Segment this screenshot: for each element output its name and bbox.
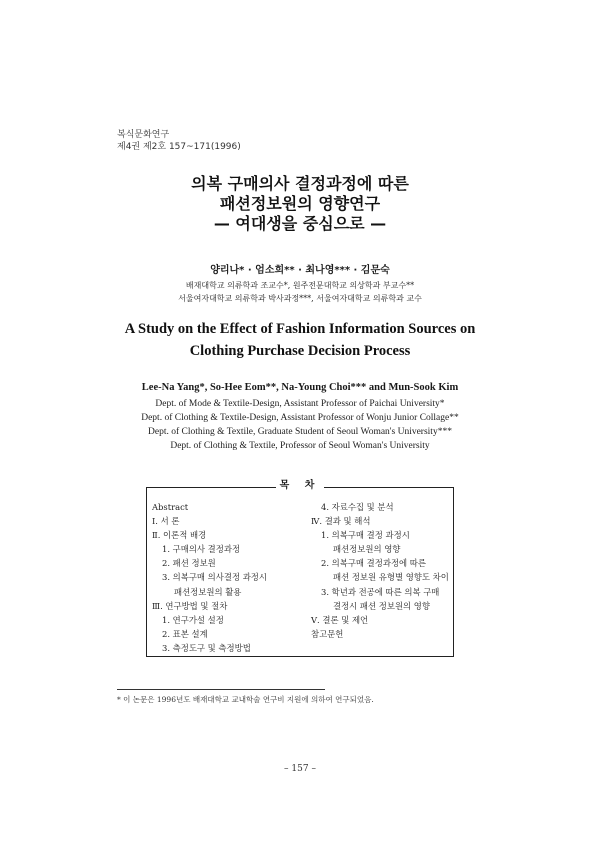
english-title: [0, 318, 600, 362]
toc-item: Ⅳ. 결과 및 해석: [311, 516, 371, 527]
journal-header: [117, 129, 241, 153]
korean-title-line1: 의복 구매의사 결정과정에 따른: [191, 174, 409, 193]
toc-item: 3. 측정도구 및 측정방법: [162, 642, 251, 653]
toc-item: 2. 표본 설계: [162, 628, 208, 639]
toc-item: 4. 자료수집 및 분석: [321, 502, 394, 512]
footnote-rule: [117, 689, 325, 690]
toc-item: 결정시 패션 정보원의 영향: [333, 600, 430, 611]
korean-affiliation-line: 서울여자대학교 의류학과 박사과정***, 서울여자대학교 의류학과 교수: [178, 294, 422, 303]
toc-item: 2. 패션 정보원: [162, 558, 216, 569]
english-authors: Lee-Na Yang*, So-Hee Eom**, Na-Young Choi*** and Mun-Sook Kim: [141, 382, 459, 393]
toc-item: 패션 정보원 유형별 영향도 차이: [333, 572, 449, 583]
english-affiliation-line: Dept. of Clothing & Textile, Graduate Student of Seoul Woman's University***: [148, 427, 452, 437]
english-affiliation-line: Dept. of Clothing & Textile, Professor of Seoul Woman's University: [170, 441, 430, 451]
toc-left-column: [152, 500, 302, 655]
toc-item: Abstract: [152, 502, 189, 512]
toc-item: 3. 학년과 전공에 따른 의복 구매: [321, 586, 440, 597]
toc-item: 패션정보원의 활용: [174, 586, 242, 597]
journal-volume: 제4권 제2호 157~171(1996): [117, 142, 241, 152]
korean-affiliation-line: 배재대학교 의류학과 조교수*, 원주전문대학교 의상학과 부교수**: [185, 281, 415, 290]
english-affiliation-line: Dept. of Mode & Textile-Design, Assistant Professor of Paichai University*: [155, 399, 445, 409]
english-title-line2: Clothing Purchase Decision Process: [189, 343, 411, 359]
english-title-line1: A Study on the Effect of Fashion Information Sources on: [124, 321, 476, 337]
toc-item: Ⅴ. 결론 및 제언: [311, 614, 369, 625]
korean-subtitle: — 여대생을 중심으로 —: [213, 214, 387, 233]
toc-item: Ⅲ. 연구방법 및 절차: [152, 600, 228, 611]
english-affiliations: [0, 397, 600, 453]
toc-item: 1. 구매의사 결정과정: [162, 544, 241, 555]
toc-item: 1. 의복구매 결정 과정시: [321, 530, 410, 541]
toc-item: 2. 의복구매 결정과정에 따른: [321, 558, 426, 569]
toc-item: 참고문헌: [311, 628, 344, 639]
toc-heading: 목 차: [276, 479, 324, 493]
korean-title-line2: 패션정보원의 영향연구: [219, 194, 381, 213]
toc-item: 3. 의복구매 의사결정 과정시: [162, 572, 267, 583]
footnote: * 이 논문은 1996년도 배재대학교 교내학술 연구비 지원에 의하여 연구되었음.: [117, 695, 374, 704]
toc-right-column: [311, 500, 453, 641]
page-number: – 157 –: [284, 764, 316, 774]
toc-item: 패션정보원의 영향: [333, 544, 401, 555]
korean-title: [0, 174, 600, 234]
english-affiliation-line: Dept. of Clothing & Textile-Design, Assistant Professor of Wonju Junior Collage**: [141, 413, 459, 423]
toc-item: Ⅱ. 이론적 배경: [152, 530, 207, 541]
toc-item: 1. 연구가설 설정: [162, 614, 224, 625]
korean-authors: 양리나* · 엄소희** · 최나영*** · 김문숙: [210, 265, 390, 276]
toc-item: Ⅰ. 서 론: [152, 516, 180, 527]
korean-affiliations: [0, 279, 600, 305]
journal-name: 복식문화연구: [117, 130, 170, 140]
